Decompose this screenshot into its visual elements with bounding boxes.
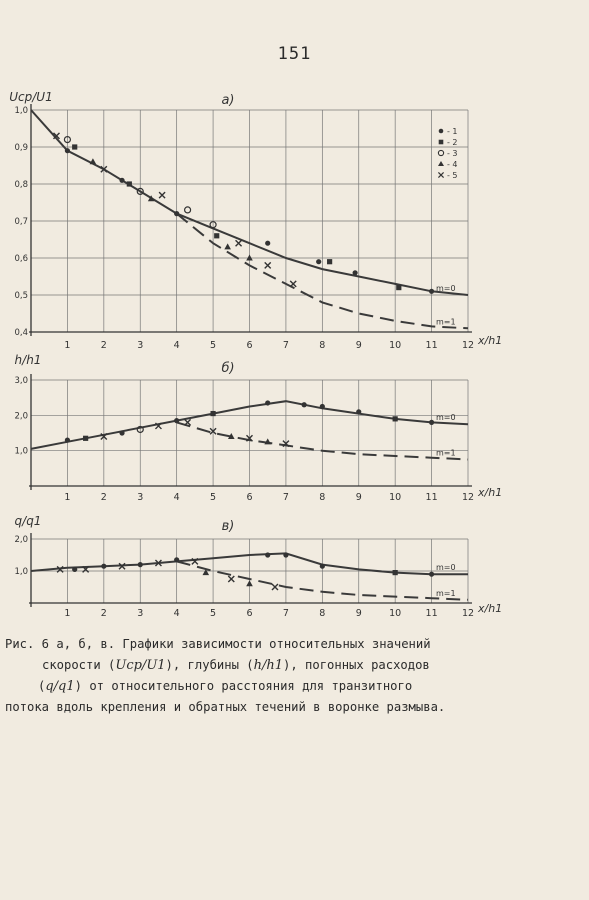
x-tick-label: 12 [461,492,475,503]
x-tick-label: 5 [210,492,217,503]
y-tick-label: 1,0 [14,446,28,457]
y-tick-label: 0,5 [14,291,28,301]
caption-text: ) от относительного расстояния для транзитного [74,679,413,693]
x-tick-label: 10 [389,340,402,351]
data-point [174,418,179,423]
legend-marker [438,150,443,155]
panel-label: б) [221,361,235,376]
data-point [119,430,124,435]
page-number: 151 [277,44,312,64]
data-point [90,158,97,164]
series-label: m=1 [436,448,456,458]
x-tick-label: 1 [64,340,71,351]
caption-line-1: Рис. 6 а, б, в. Графики зависимости относительных значений [5,637,431,651]
x-tick-label: 7 [282,492,289,503]
caption-text: скорости ( [42,658,116,672]
data-point [185,419,191,425]
series-label: m=1 [436,317,456,327]
data-point [264,438,271,444]
x-tick-label: 12 [461,340,475,351]
data-point [265,241,270,246]
y-tick-label: 0,6 [14,254,28,264]
legend-label: - 2 [447,138,458,147]
data-point [393,416,398,421]
data-point [174,557,179,562]
x-tick-label: 1 [64,608,71,619]
panel-label: а) [221,93,235,108]
data-point [101,564,106,569]
x-tick-label: 6 [246,340,253,351]
series-label: m=1 [436,588,456,598]
caption-line-3 [38,676,412,697]
data-point [320,564,325,569]
x-tick-label: 4 [173,340,180,351]
caption-formula-depth: h/h1 [253,658,284,673]
x-tick-label: 4 [173,492,180,503]
x-tick-label: 7 [282,608,289,619]
y-tick-label: 0,8 [14,180,28,190]
x-tick-label: 3 [137,608,144,619]
x-tick-label: 4 [173,608,180,619]
data-point [290,281,296,287]
legend-label: - 5 [447,171,458,180]
x-tick-label: 6 [246,492,253,503]
y-tick-label: 1,0 [14,567,28,577]
legend-marker [439,140,444,145]
x-tick-label: 8 [319,608,326,619]
x-tick-label: 1 [64,492,71,503]
data-point [316,259,321,264]
caption-text: ( [38,679,46,693]
data-point [72,144,77,149]
x-axis-label: x/h1 [478,602,503,615]
x-tick-label: 9 [355,492,362,503]
x-tick-label: 8 [319,340,326,351]
data-point [228,576,234,582]
data-point [353,270,358,275]
series-label: m=0 [436,284,456,293]
legend-marker [438,172,443,177]
data-point [65,148,70,153]
y-tick-label: 2,0 [14,535,28,545]
data-point [320,404,325,409]
x-tick-label: 2 [100,608,107,619]
panel-label: в) [221,519,235,534]
data-point [119,178,124,183]
series-label: m=0 [436,563,456,573]
legend-marker [439,129,444,134]
x-tick-label: 10 [389,492,402,503]
caption-formula-discharge: q/q1 [45,679,75,694]
y-tick-label: 3,0 [14,376,28,386]
data-point [210,411,215,416]
data-point [396,285,401,290]
data-point [185,207,191,213]
x-tick-label: 7 [282,340,289,351]
x-tick-label: 11 [425,340,438,351]
x-tick-label: 10 [389,608,402,619]
x-tick-label: 6 [246,608,253,619]
x-tick-label: 9 [355,340,362,351]
data-point [174,211,179,216]
x-tick-label: 12 [461,608,475,619]
data-point [83,436,88,441]
y-axis-label: q/q1 [14,514,42,528]
y-tick-label: 1,0 [14,106,28,116]
chart-panel-3 [29,533,472,607]
chart-panel-2 [29,374,472,490]
x-tick-label: 9 [355,608,362,619]
y-tick-label: 2,0 [14,411,28,422]
data-point [65,437,70,442]
x-axis-label: x/h1 [478,334,503,347]
legend-marker [438,161,444,166]
data-point [224,243,231,249]
caption-text: ), глубины ( [165,658,254,672]
data-point [429,572,434,577]
data-point [265,552,270,557]
data-point [429,420,434,425]
data-point [246,255,253,261]
x-tick-label: 8 [319,492,326,503]
x-tick-label: 2 [100,492,107,503]
x-tick-label: 11 [425,608,438,619]
data-point [265,262,271,268]
data-point [272,584,278,590]
data-point [429,289,434,294]
x-tick-label: 3 [137,492,144,503]
data-point [127,181,132,186]
series-label: m=0 [436,413,456,423]
caption-line-4: потока вдоль крепления и обратных течений в воронке размыва. [5,700,446,714]
x-tick-label: 5 [210,608,217,619]
legend-label: - 1 [447,127,458,136]
y-tick-label: 0,7 [14,217,28,227]
data-point [159,192,165,198]
data-point [236,240,242,246]
x-tick-label: 2 [100,340,107,351]
caption-text: ), погонных расходов [283,658,430,672]
y-axis-label: h/h1 [14,353,42,367]
data-point [356,409,361,414]
x-tick-label: 3 [137,340,144,351]
legend-label: - 4 [447,160,458,169]
x-tick-label: 11 [425,492,438,503]
data-point [138,562,143,567]
data-point [214,233,219,238]
data-point [265,400,270,405]
data-point [246,580,253,586]
y-tick-label: 0,9 [14,143,28,153]
data-point [72,567,77,572]
y-axis-label: Ucp/U1 [9,90,53,104]
y-tick-label: 0,4 [14,328,28,338]
caption-line-2 [42,655,430,676]
data-point [302,402,307,407]
legend-label: - 3 [447,149,458,158]
data-point [327,259,332,264]
data-point [393,570,398,575]
x-axis-label: x/h1 [478,486,503,499]
caption-formula-velocity: Ucp/U1 [115,658,166,673]
x-tick-label: 5 [210,340,217,351]
data-point [283,552,288,557]
chart-panel-1 [29,104,472,336]
